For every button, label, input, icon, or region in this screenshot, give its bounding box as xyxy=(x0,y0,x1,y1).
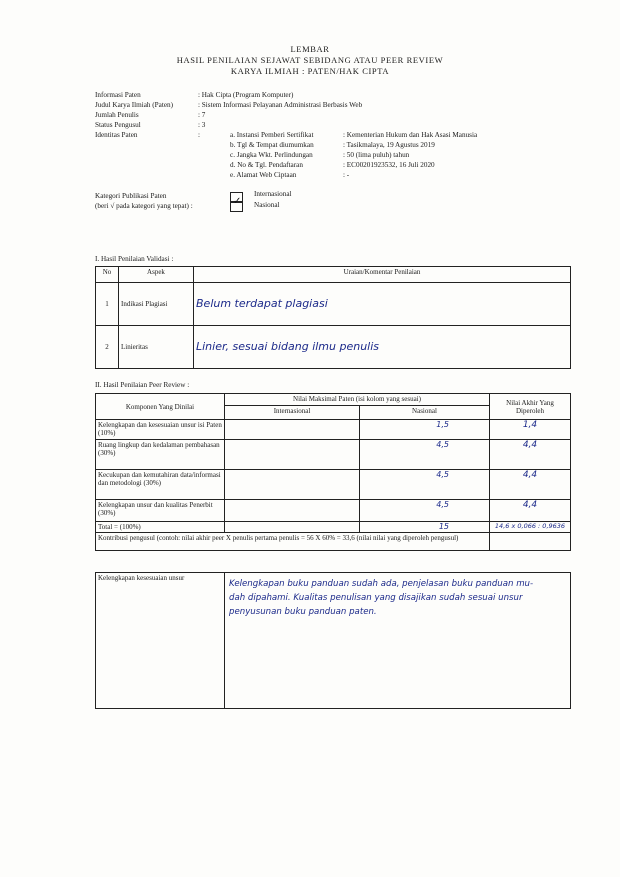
table-row xyxy=(96,420,571,440)
info-label-3: Status Pengusul xyxy=(95,121,141,129)
category-hint: (beri √ pada kategori yang tepat) : xyxy=(95,202,193,210)
internasional-4 xyxy=(225,500,360,522)
row2-aspek: Linieritas xyxy=(119,326,194,369)
col-nilai-max: Nilai Maksimal Paten (isi kolom yang sesuai) xyxy=(225,394,490,406)
col-internasional: Internasional xyxy=(225,406,360,420)
col-nasional: Nasional xyxy=(360,406,490,420)
row2-komentar: Linier, sesuai bidang ilmu penulis xyxy=(196,339,380,353)
doc-title-line3: KARYA ILMIAH : PATEN/HAK CIPTA xyxy=(230,66,390,76)
section2-title: II. Hasil Penilaian Peer Review : xyxy=(95,381,190,389)
info-label-1: Judul Karya Ilmiah (Paten) xyxy=(95,101,174,109)
notes-table xyxy=(95,572,571,709)
akhir-1: 1,4 xyxy=(522,420,538,430)
total-akhir: 14,6 x 0,066 : 0,9636 xyxy=(494,522,566,530)
komponen-1: Kelengkapan dan kesesuaian unsur isi Paten (10%) xyxy=(96,420,225,440)
doc-title-line2: HASIL PENILAIAN SEJAWAT SEBIDANG ATAU PEER REVIEW xyxy=(176,55,444,65)
identity-label-b: b. Tgl & Tempat diumumkan xyxy=(230,141,314,149)
nasional-2: 4,5 xyxy=(436,440,449,449)
internasional-1 xyxy=(225,420,360,440)
identity-label-c: c. Jangka Wkt. Perlindungan xyxy=(230,151,313,159)
kontribusi-text: Kontribusi pengusul (contoh: nilai akhir peer X penulis pertama penulis = 56 X 60% = 33,6 (nilai nilai yang diperoleh pengusul) xyxy=(96,533,490,551)
col-aspek: Aspek xyxy=(119,267,194,283)
identity-value-e: : - xyxy=(343,171,350,179)
table-row xyxy=(96,440,571,470)
internasional-2 xyxy=(225,440,360,470)
table-row xyxy=(96,470,571,500)
check-mark-icon: ✓ xyxy=(233,196,242,207)
notes-label: Kelengkapan kesesuaian unsur xyxy=(96,573,225,709)
info-label-4: Identitas Paten xyxy=(95,131,138,139)
doc-title-line1: LEMBAR xyxy=(290,44,330,54)
info-value-4: : xyxy=(198,131,200,139)
info-label-0: Informasi Paten xyxy=(95,91,141,99)
col-komentar: Uraian/Komentar Penilaian xyxy=(194,267,571,283)
info-value-3: : 3 xyxy=(198,121,206,129)
notes-line-1: Kelengkapan buku panduan sudah ada, penjelasan buku panduan mu- xyxy=(229,579,534,589)
komponen-4: Kelengkapan unsur dan kualitas Penerbit (30%) xyxy=(96,500,225,522)
row1-no: 1 xyxy=(96,283,119,326)
row1-komentar: Belum terdapat plagiasi xyxy=(196,296,328,310)
komponen-3: Kecukupan dan kemutahiran data/informasi dan metodologi (30%) xyxy=(96,470,225,500)
nasional-3: 4,5 xyxy=(436,470,449,479)
section1-title: I. Hasil Penilaian Validasi : xyxy=(95,255,174,263)
table-row xyxy=(96,326,571,369)
col-komponen: Komponen Yang Dinilai xyxy=(96,394,225,420)
col-no: No xyxy=(96,267,119,283)
total-nasional: 15 xyxy=(438,522,449,531)
category-label: Kategori Publikasi Paten xyxy=(95,192,167,200)
peer-review-table xyxy=(95,393,571,551)
info-value-2: : 7 xyxy=(198,111,206,119)
row1-aspek: Indikasi Plagiasi xyxy=(119,283,194,326)
identity-value-c: : 50 (lima puluh) tahun xyxy=(343,151,410,159)
notes-line-3: penyusunan buku panduan paten. xyxy=(229,607,377,617)
identity-value-a: : Kementerian Hukum dan Hak Asasi Manusia xyxy=(343,131,478,139)
checkbox-internasional-label: Internasional xyxy=(254,190,292,198)
akhir-2: 4,4 xyxy=(522,440,538,450)
komponen-2: Ruang lingkup dan kedalaman pembahasan (30%) xyxy=(96,440,225,470)
nasional-1: 1,5 xyxy=(436,420,449,429)
kontribusi-row xyxy=(96,533,571,551)
internasional-3 xyxy=(225,470,360,500)
row2-no: 2 xyxy=(96,326,119,369)
nasional-4: 4,5 xyxy=(436,500,449,509)
identity-value-d: : EC00201923532, 16 Juli 2020 xyxy=(343,161,435,169)
identity-label-e: e. Alamat Web Ciptaan xyxy=(230,171,297,179)
info-label-2: Jumlah Penulis xyxy=(95,111,139,119)
notes-line-2: dah dipahami. Kualitas penulisan yang disajikan sudah sesuai unsur xyxy=(229,593,523,603)
table-row xyxy=(96,283,571,326)
identity-label-a: a. Instansi Pemberi Sertifikat xyxy=(230,131,314,139)
akhir-3: 4,4 xyxy=(522,470,538,480)
identity-value-b: : Tasikmalaya, 19 Agustus 2019 xyxy=(343,141,435,149)
checkbox-nasional-label: Nasional xyxy=(254,201,280,209)
total-row xyxy=(96,522,571,533)
validation-table xyxy=(95,266,571,369)
table-row xyxy=(96,500,571,522)
col-nilai-akhir: Nilai Akhir Yang Diperoleh xyxy=(490,394,571,420)
total-label: Total = (100%) xyxy=(96,522,225,533)
identity-label-d: d. No & Tgl. Pendaftaran xyxy=(230,161,303,169)
info-value-1: : Sistem Informasi Pelayanan Administrasi Berbasis Web xyxy=(198,101,363,109)
akhir-4: 4,4 xyxy=(522,500,538,510)
info-value-0: : Hak Cipta (Program Komputer) xyxy=(198,91,294,99)
